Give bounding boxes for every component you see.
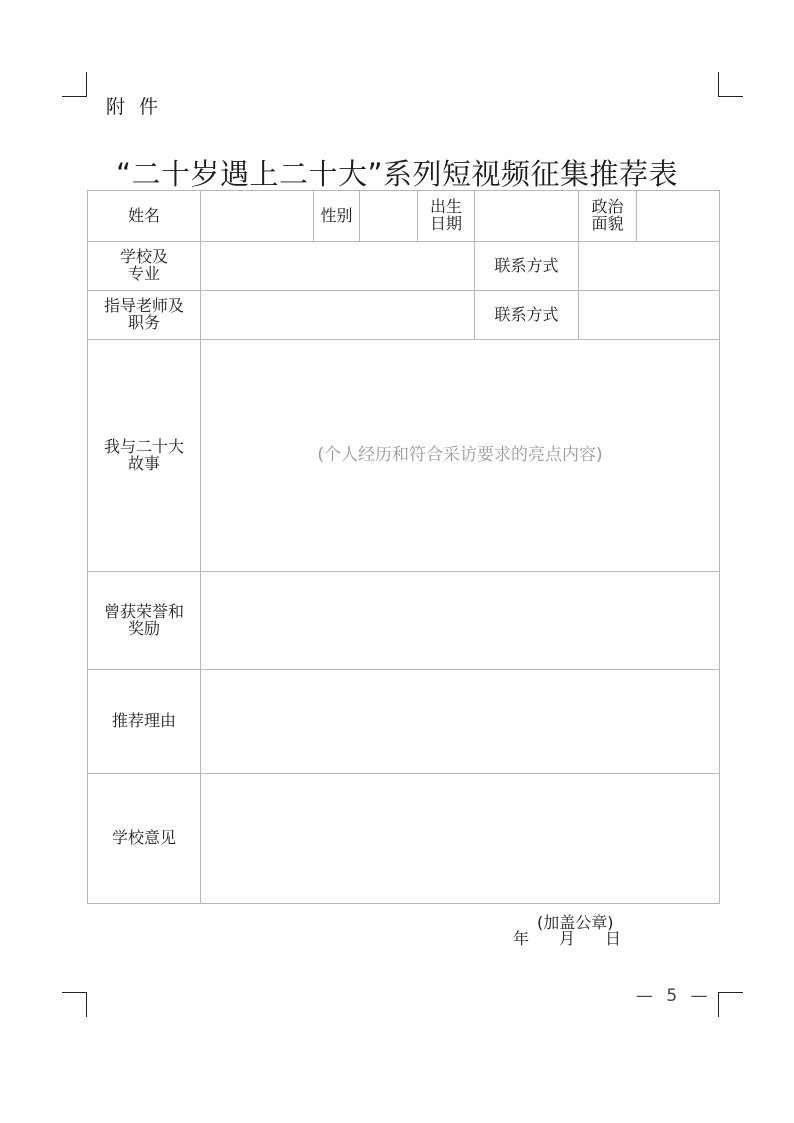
contact-label-2: 联系方式: [475, 291, 579, 340]
gender-field[interactable]: [360, 191, 418, 242]
reason-label: 推荐理由: [88, 670, 201, 774]
seal-note: (加盖公章): [537, 912, 614, 932]
row-reason: [88, 670, 720, 774]
name-field[interactable]: [201, 191, 314, 242]
crop-mark-bottom-left: [62, 992, 87, 1017]
date-day-label: 日: [605, 928, 622, 948]
reason-field[interactable]: [201, 670, 720, 774]
honors-field[interactable]: [201, 572, 720, 670]
date-year-label: 年: [513, 928, 530, 948]
row-teacher: [88, 291, 720, 340]
contact-field-1[interactable]: [579, 242, 720, 291]
birth-date-label: 出生日期: [418, 191, 475, 242]
contact-field-2[interactable]: [579, 291, 720, 340]
recommendation-form-table: [87, 190, 720, 948]
story-hint: (个人经历和符合采访要求的亮点内容): [317, 444, 603, 465]
crop-mark-top-left: [62, 72, 87, 97]
row-honors: [88, 572, 720, 670]
attachment-label: 附件: [106, 96, 173, 118]
story-label: 我与二十大故事: [88, 340, 201, 572]
school-opinion-label: 学校意见: [88, 774, 201, 904]
page-number: — 5 —: [636, 986, 712, 1006]
form-title: “二十岁遇上二十大”系列短视频征集推荐表: [115, 157, 679, 191]
political-status-field[interactable]: [637, 191, 720, 242]
row-school-opinion: [88, 774, 720, 904]
school-major-field[interactable]: [201, 242, 475, 291]
contact-label-1: 联系方式: [475, 242, 579, 291]
row-story: [88, 340, 720, 572]
birth-date-field[interactable]: [475, 191, 579, 242]
story-field[interactable]: [201, 340, 720, 572]
school-major-label: 学校及专业: [88, 242, 201, 291]
row-school: [88, 242, 720, 291]
date-month-label: 月: [559, 928, 576, 948]
row-basic-info: [88, 191, 720, 242]
school-opinion-field[interactable]: [201, 774, 720, 948]
honors-label: 曾获荣誉和奖励: [88, 572, 201, 670]
name-label: 姓名: [88, 191, 201, 242]
crop-mark-bottom-right: [718, 992, 743, 1017]
gender-label: 性别: [314, 191, 360, 242]
teacher-field[interactable]: [201, 291, 475, 340]
teacher-label: 指导老师及职务: [88, 291, 201, 340]
date-line: [513, 928, 622, 948]
political-status-label: 政治面貌: [579, 191, 637, 242]
crop-mark-top-right: [718, 72, 743, 97]
